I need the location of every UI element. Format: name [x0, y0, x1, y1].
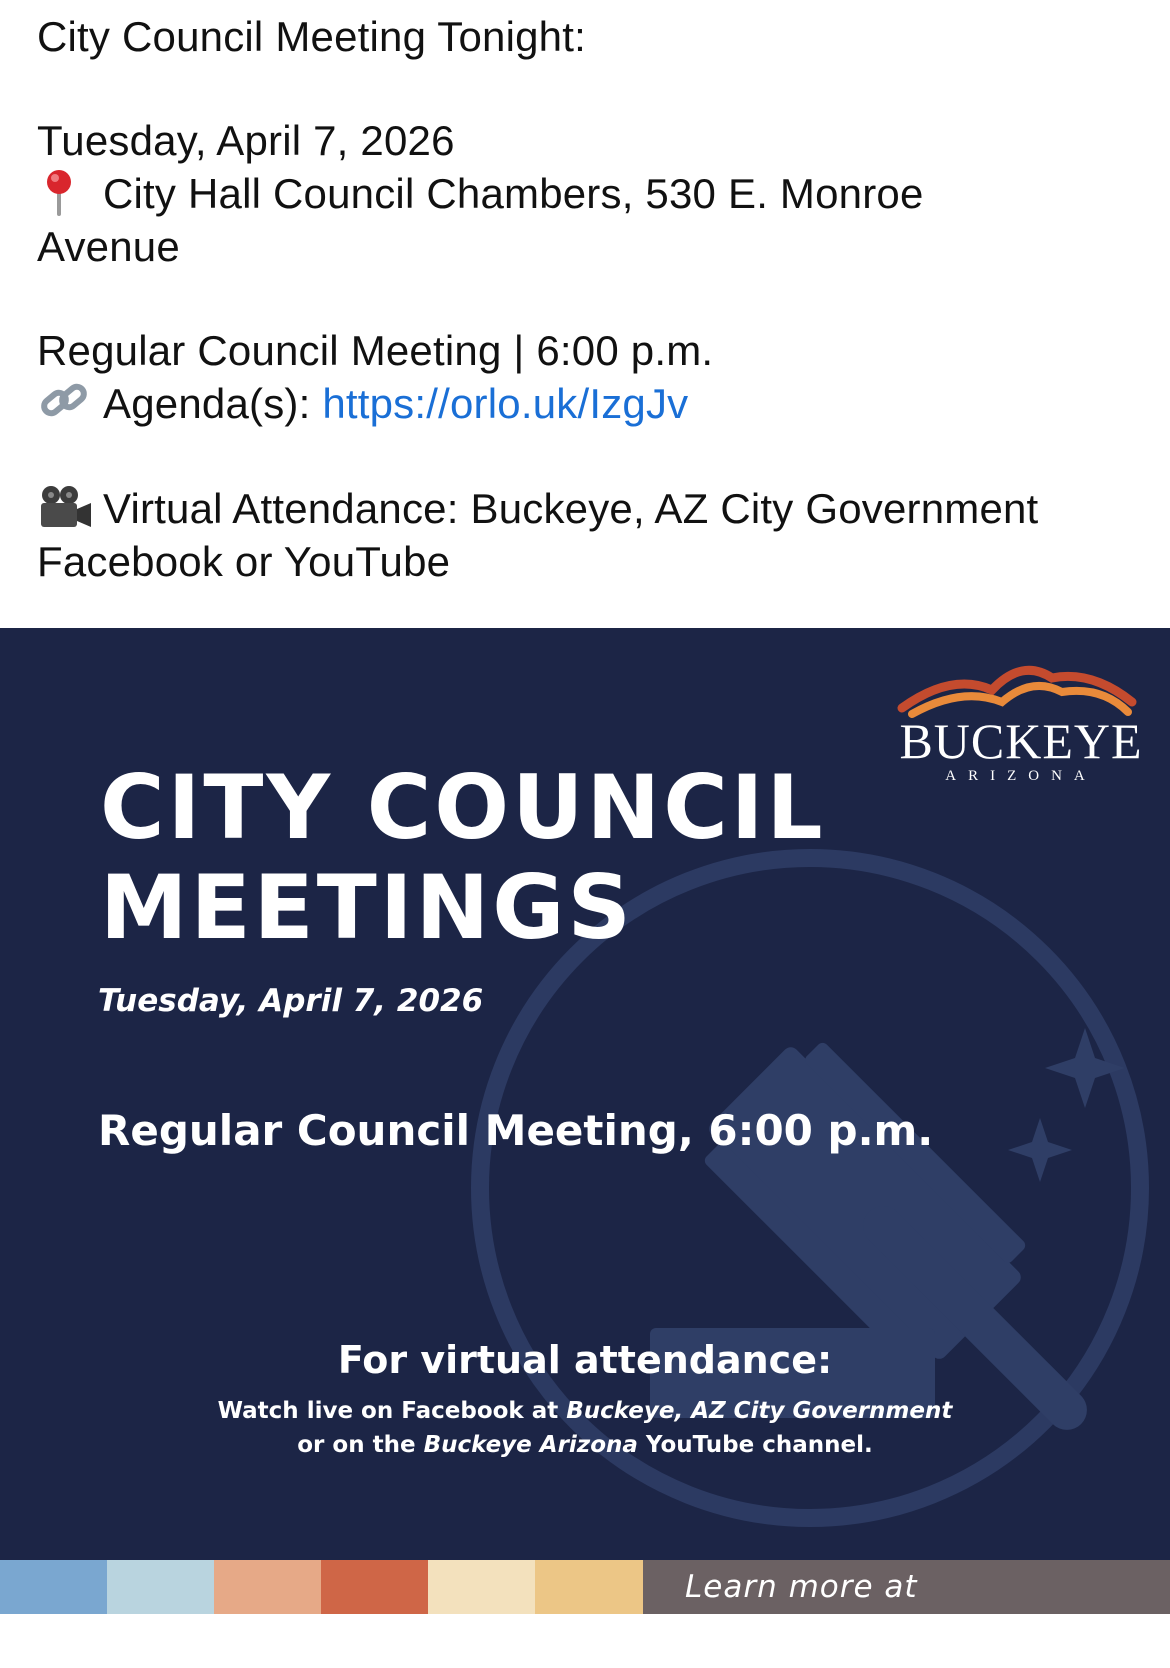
logo-subtitle: ARIZONA: [945, 768, 1097, 784]
virtual-line2-suffix: YouTube channel.: [637, 1432, 873, 1458]
color-swatch: [428, 1560, 535, 1614]
location-line1: City Hall Council Chambers, 530 E. Monroe: [103, 170, 924, 217]
post-agenda: [37, 377, 688, 431]
meeting-flyer-image[interactable]: [0, 628, 1170, 1659]
virtual-line1-prefix: Watch live on Facebook at: [217, 1398, 567, 1424]
footer-color-bar: [0, 1560, 1170, 1659]
virtual-line2-prefix: or on the: [297, 1432, 424, 1458]
logo-word: BUCKEYE: [899, 713, 1143, 769]
youtube-channel-name: Buckeye Arizona: [423, 1432, 638, 1458]
color-swatch: [535, 1560, 643, 1614]
virtual-line1: Virtual Attendance: Buckeye, AZ City Government: [103, 485, 1039, 532]
pushpin-icon: [37, 168, 95, 216]
agenda-label: Agenda(s):: [103, 380, 323, 427]
post-location: [37, 167, 924, 221]
virtual-youtube-line: [170, 1432, 1000, 1458]
mountain-logo-icon: [892, 650, 1150, 720]
facebook-page-name: Buckeye, AZ City Government: [566, 1398, 953, 1424]
post-meeting: Regular Council Meeting | 6:00 p.m.: [37, 327, 714, 374]
color-swatch: [214, 1560, 321, 1614]
flyer-meeting: Regular Council Meeting, 6:00 p.m.: [98, 1106, 934, 1155]
virtual-line2: Facebook or YouTube: [37, 538, 451, 585]
buckeye-logo: [892, 650, 1150, 784]
post-heading: City Council Meeting Tonight:: [37, 13, 586, 60]
post-date: Tuesday, April 7, 2026: [37, 117, 455, 164]
location-line2: Avenue: [37, 223, 180, 270]
post-text: [0, 0, 1170, 628]
flyer-title-line1: CITY COUNCIL: [100, 756, 826, 859]
flyer-title-line2: MEETINGS: [100, 856, 634, 959]
link-icon: [37, 378, 95, 426]
movie-camera-icon: [37, 483, 95, 531]
virtual-facebook-line: [170, 1398, 1000, 1424]
flyer-title: [100, 758, 826, 958]
learn-more-text: Learn more at buckeyeaz.gov: [643, 1560, 1170, 1614]
color-swatch: [0, 1560, 107, 1614]
flyer-date: Tuesday, April 7, 2026: [98, 983, 484, 1019]
color-swatch: [107, 1560, 214, 1614]
agenda-link[interactable]: https://orlo.uk/IzgJv: [322, 380, 689, 427]
virtual-heading: For virtual attendance:: [337, 1338, 833, 1382]
color-swatch: [321, 1560, 428, 1614]
post-virtual: [37, 482, 1038, 536]
